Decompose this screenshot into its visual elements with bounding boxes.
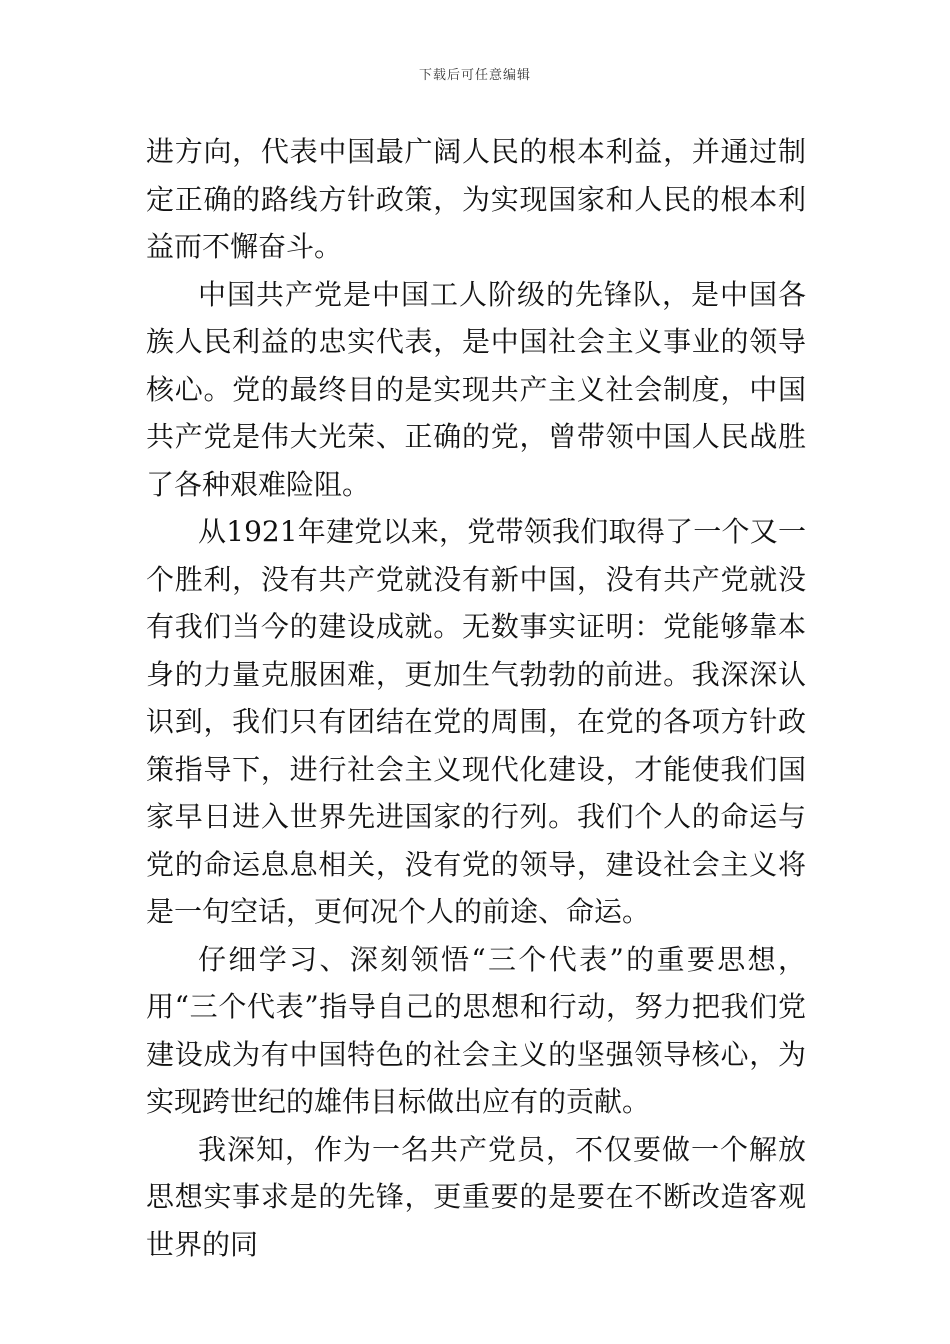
document-body [146,128,806,1268]
paragraph-2: 中国共产党是中国工人阶级的先锋队，是中国各族人民利益的忠实代表，是中国社会主义事业的领导核心。党的最终目的是实现共产主义社会制度，中国共产党是伟大光荣、正确的党，曾带领中国人民战胜了各种艰难险阻。 [146,277,806,501]
paragraph-5: 我深知，作为一名共产党员，不仅要做一个解放思想实事求是的先锋，更重要的是要在不断改造客观世界的同 [146,1132,806,1261]
page-header: 下载后可任意编辑 [418,68,531,83]
paragraph-1: 进方向，代表中国最广阔人民的根本利益，并通过制定正确的路线方针政策，为实现国家和人民的根本利益而不懈奋斗。 [146,135,806,263]
paragraph-4: 仔细学习、深刻领悟“三个代表”的重要思想，用“三个代表”指导自己的思想和行动，努力把我们党建设成为有中国特色的社会主义的坚强领导核心，为实现跨世纪的雄伟目标做出应有的贡献。 [146,942,806,1118]
paragraph-3: 从1921年建党以来，党带领我们取得了一个又一个胜利，没有共产党就没有新中国，没有共产党就没有我们当今的建设成就。无数事实证明：党能够靠本身的力量克服困难，更加生气勃勃的前进。我深深认识到，我们只有团结在党的周围，在党的各项方针政策指导下，进行社会主义现代化建设，才能使我们国家早日进入世界先进国家的行列。我们个人的命运与党的命运息息相关，没有党的领导，建设社会主义将是一句空话，更何况个人的前途、命运。 [146,515,806,928]
